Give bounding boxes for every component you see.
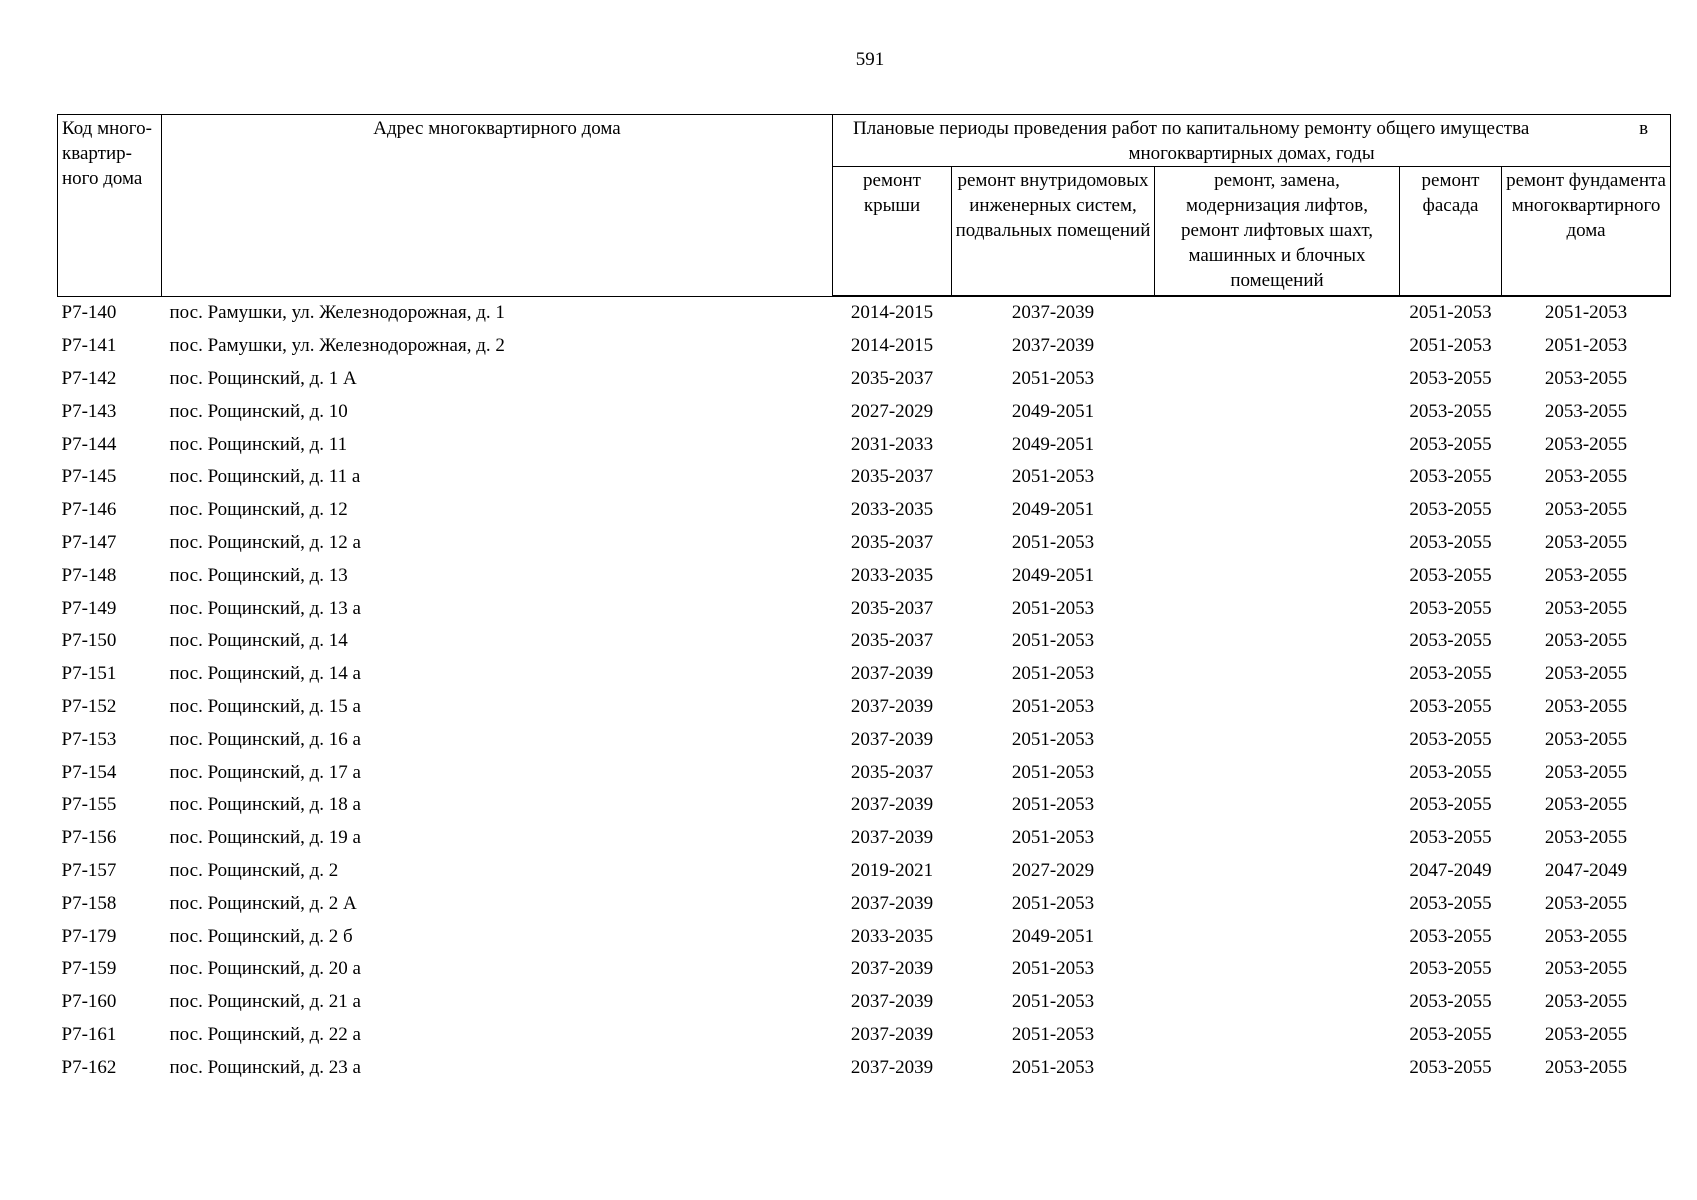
cell-facade: 2053-2055 bbox=[1409, 433, 1492, 455]
cell-roof: 2033-2035 bbox=[850, 925, 934, 947]
cell-address: пос. Рамушки, ул. Железнодорожная, д. 2 bbox=[169, 335, 505, 357]
cell-roof: 2033-2035 bbox=[850, 564, 934, 586]
cell-facade: 2053-2055 bbox=[1409, 1023, 1492, 1045]
cell-roof: 2037-2039 bbox=[850, 794, 934, 816]
cell-address: пос. Рощинский, д. 22 а bbox=[169, 1023, 361, 1045]
cell-code: Р7-150 bbox=[61, 630, 117, 652]
cell-roof: 2037-2039 bbox=[850, 892, 934, 914]
cell-elevators bbox=[1155, 658, 1400, 691]
table-row bbox=[58, 527, 1671, 560]
table-row bbox=[58, 920, 1671, 953]
cell-address: пос. Рощинский, д. 10 bbox=[169, 400, 348, 422]
header-planned-periods-main: Плановые периоды проведения работ по капитальному ремонту общего имущества bbox=[853, 118, 1530, 139]
cell-code: Р7-142 bbox=[61, 367, 117, 389]
cell-code: Р7-158 bbox=[61, 892, 117, 914]
cell-engineering: 2051-2053 bbox=[1011, 1056, 1095, 1078]
cell-engineering: 2051-2053 bbox=[1011, 531, 1095, 553]
cell-code: Р7-151 bbox=[61, 663, 117, 685]
cell-foundation: 2051-2053 bbox=[1544, 302, 1628, 324]
cell-elevators bbox=[1155, 986, 1400, 1019]
header-engineering: ремонт внутридомовых инженерных систем, подвальных помещений bbox=[952, 167, 1155, 297]
cell-engineering: 2049-2051 bbox=[1011, 499, 1095, 521]
cell-facade: 2053-2055 bbox=[1409, 728, 1492, 750]
cell-foundation: 2053-2055 bbox=[1544, 695, 1628, 717]
header-foundation: ремонт фундамента многоквартирного дома bbox=[1502, 167, 1671, 297]
header-planned-periods-tail: многоквартирных домах, годы bbox=[1128, 143, 1375, 164]
cell-roof: 2035-2037 bbox=[850, 761, 934, 783]
cell-roof: 2014-2015 bbox=[850, 302, 934, 324]
cell-facade: 2051-2053 bbox=[1409, 335, 1492, 357]
cell-roof: 2037-2039 bbox=[850, 958, 934, 980]
cell-code: Р7-143 bbox=[61, 400, 117, 422]
cell-engineering: 2051-2053 bbox=[1011, 695, 1095, 717]
cell-foundation: 2053-2055 bbox=[1544, 564, 1628, 586]
cell-roof: 2037-2039 bbox=[850, 695, 934, 717]
cell-facade: 2053-2055 bbox=[1409, 597, 1492, 619]
cell-facade: 2053-2055 bbox=[1409, 663, 1492, 685]
cell-elevators bbox=[1155, 395, 1400, 428]
cell-facade: 2053-2055 bbox=[1409, 564, 1492, 586]
cell-facade: 2053-2055 bbox=[1409, 827, 1492, 849]
table-row bbox=[58, 658, 1671, 691]
table-row bbox=[58, 395, 1671, 428]
table-row bbox=[58, 986, 1671, 1019]
cell-address: пос. Рамушки, ул. Железнодорожная, д. 1 bbox=[169, 302, 505, 324]
cell-engineering: 2051-2053 bbox=[1011, 1023, 1095, 1045]
cell-address: пос. Рощинский, д. 13 bbox=[169, 564, 348, 586]
header-address: Адрес многоквартирного дома bbox=[162, 115, 833, 297]
cell-engineering: 2051-2053 bbox=[1011, 597, 1095, 619]
cell-foundation: 2053-2055 bbox=[1544, 400, 1628, 422]
cell-address: пос. Рощинский, д. 17 а bbox=[169, 761, 361, 783]
cell-facade: 2053-2055 bbox=[1409, 630, 1492, 652]
cell-code: Р7-148 bbox=[61, 564, 117, 586]
cell-foundation: 2053-2055 bbox=[1544, 958, 1628, 980]
table-row bbox=[58, 559, 1671, 592]
cell-engineering: 2051-2053 bbox=[1011, 367, 1095, 389]
cell-engineering: 2051-2053 bbox=[1011, 630, 1095, 652]
cell-facade: 2053-2055 bbox=[1409, 466, 1492, 488]
cell-elevators bbox=[1155, 789, 1400, 822]
cell-code: Р7-149 bbox=[61, 597, 117, 619]
cell-facade: 2053-2055 bbox=[1409, 499, 1492, 521]
cell-code: Р7-140 bbox=[61, 302, 117, 324]
cell-facade: 2053-2055 bbox=[1409, 958, 1492, 980]
cell-foundation: 2053-2055 bbox=[1544, 761, 1628, 783]
table-row bbox=[58, 625, 1671, 658]
cell-code: Р7-156 bbox=[61, 827, 117, 849]
cell-address: пос. Рощинский, д. 20 а bbox=[169, 958, 361, 980]
cell-code: Р7-153 bbox=[61, 728, 117, 750]
header-code: Код много-квартир-ного дома bbox=[58, 115, 162, 297]
table-row bbox=[58, 1019, 1671, 1052]
cell-engineering: 2037-2039 bbox=[1011, 335, 1095, 357]
cell-roof: 2035-2037 bbox=[850, 597, 934, 619]
cell-code: Р7-152 bbox=[61, 695, 117, 717]
cell-elevators bbox=[1155, 296, 1400, 330]
cell-engineering: 2049-2051 bbox=[1011, 564, 1095, 586]
cell-elevators bbox=[1155, 330, 1400, 363]
cell-address: пос. Рощинский, д. 14 bbox=[169, 630, 348, 652]
cell-facade: 2053-2055 bbox=[1409, 1056, 1492, 1078]
cell-engineering: 2049-2051 bbox=[1011, 433, 1095, 455]
cell-roof: 2014-2015 bbox=[850, 335, 934, 357]
cell-code: Р7-155 bbox=[61, 794, 117, 816]
cell-address: пос. Рощинский, д. 21 а bbox=[169, 991, 361, 1013]
cell-elevators bbox=[1155, 691, 1400, 724]
cell-engineering: 2051-2053 bbox=[1011, 663, 1095, 685]
header-elevators: ремонт, замена, модернизация лифтов, ремонт лифтовых шахт, машинных и блочных помещений bbox=[1155, 167, 1400, 297]
cell-engineering: 2051-2053 bbox=[1011, 892, 1095, 914]
cell-address: пос. Рощинский, д. 14 а bbox=[169, 663, 361, 685]
cell-facade: 2053-2055 bbox=[1409, 400, 1492, 422]
cell-foundation: 2047-2049 bbox=[1544, 859, 1628, 881]
cell-address: пос. Рощинский, д. 18 а bbox=[169, 794, 361, 816]
cell-engineering: 2051-2053 bbox=[1011, 466, 1095, 488]
cell-elevators bbox=[1155, 625, 1400, 658]
cell-address: пос. Рощинский, д. 15 а bbox=[169, 695, 361, 717]
cell-roof: 2037-2039 bbox=[850, 728, 934, 750]
cell-address: пос. Рощинский, д. 1 А bbox=[169, 367, 357, 389]
cell-foundation: 2053-2055 bbox=[1544, 499, 1628, 521]
cell-code: Р7-141 bbox=[61, 335, 117, 357]
cell-facade: 2053-2055 bbox=[1409, 761, 1492, 783]
cell-engineering: 2027-2029 bbox=[1011, 859, 1095, 881]
cell-foundation: 2053-2055 bbox=[1544, 892, 1628, 914]
cell-elevators bbox=[1155, 920, 1400, 953]
cell-facade: 2047-2049 bbox=[1409, 859, 1492, 881]
header-planned-periods-in: в bbox=[1639, 118, 1649, 139]
cell-address: пос. Рощинский, д. 16 а bbox=[169, 728, 361, 750]
cell-facade: 2053-2055 bbox=[1409, 925, 1492, 947]
cell-address: пос. Рощинский, д. 11 а bbox=[169, 466, 361, 488]
cell-elevators bbox=[1155, 428, 1400, 461]
cell-code: Р7-160 bbox=[61, 991, 117, 1013]
cell-elevators bbox=[1155, 559, 1400, 592]
cell-foundation: 2053-2055 bbox=[1544, 433, 1628, 455]
cell-code: Р7-157 bbox=[61, 859, 117, 881]
cell-foundation: 2053-2055 bbox=[1544, 663, 1628, 685]
cell-facade: 2053-2055 bbox=[1409, 531, 1492, 553]
table-row bbox=[58, 887, 1671, 920]
table-header bbox=[58, 115, 1671, 297]
cell-elevators bbox=[1155, 855, 1400, 888]
page-number: 591 bbox=[855, 49, 885, 70]
cell-foundation: 2053-2055 bbox=[1544, 1056, 1628, 1078]
table-row bbox=[58, 855, 1671, 888]
cell-address: пос. Рощинский, д. 19 а bbox=[169, 827, 361, 849]
header-planned-periods bbox=[833, 115, 1671, 167]
table-row bbox=[58, 789, 1671, 822]
table-row bbox=[58, 330, 1671, 363]
cell-roof: 2031-2033 bbox=[850, 433, 934, 455]
cell-code: Р7-159 bbox=[61, 958, 117, 980]
cell-foundation: 2053-2055 bbox=[1544, 1023, 1628, 1045]
cell-address: пос. Рощинский, д. 12 а bbox=[169, 531, 361, 553]
cell-foundation: 2053-2055 bbox=[1544, 531, 1628, 553]
cell-roof: 2035-2037 bbox=[850, 630, 934, 652]
cell-engineering: 2051-2053 bbox=[1011, 794, 1095, 816]
cell-elevators bbox=[1155, 953, 1400, 986]
cell-elevators bbox=[1155, 756, 1400, 789]
cell-engineering: 2051-2053 bbox=[1011, 958, 1095, 980]
cell-roof: 2035-2037 bbox=[850, 367, 934, 389]
cell-roof: 2037-2039 bbox=[850, 991, 934, 1013]
cell-engineering: 2037-2039 bbox=[1011, 302, 1095, 324]
cell-code: Р7-144 bbox=[61, 433, 117, 455]
cell-elevators bbox=[1155, 1019, 1400, 1052]
cell-foundation: 2053-2055 bbox=[1544, 597, 1628, 619]
table-row bbox=[58, 1051, 1671, 1084]
cell-engineering: 2051-2053 bbox=[1011, 728, 1095, 750]
cell-engineering: 2051-2053 bbox=[1011, 991, 1095, 1013]
cell-address: пос. Рощинский, д. 11 bbox=[169, 433, 348, 455]
cell-roof: 2035-2037 bbox=[850, 466, 934, 488]
cell-code: Р7-146 bbox=[61, 499, 117, 521]
cell-foundation: 2053-2055 bbox=[1544, 827, 1628, 849]
table-body bbox=[58, 296, 1671, 1084]
cell-roof: 2019-2021 bbox=[850, 859, 934, 881]
table-row bbox=[58, 691, 1671, 724]
cell-foundation: 2053-2055 bbox=[1544, 728, 1628, 750]
cell-facade: 2053-2055 bbox=[1409, 794, 1492, 816]
cell-facade: 2053-2055 bbox=[1409, 367, 1492, 389]
cell-address: пос. Рощинский, д. 2 б bbox=[169, 925, 353, 947]
cell-facade: 2053-2055 bbox=[1409, 892, 1492, 914]
cell-engineering: 2049-2051 bbox=[1011, 400, 1095, 422]
table-row bbox=[58, 756, 1671, 789]
cell-foundation: 2053-2055 bbox=[1544, 794, 1628, 816]
cell-roof: 2037-2039 bbox=[850, 663, 934, 685]
cell-elevators bbox=[1155, 494, 1400, 527]
cell-code: Р7-147 bbox=[61, 531, 117, 553]
header-facade: ремонт фасада bbox=[1400, 167, 1502, 297]
cell-foundation: 2053-2055 bbox=[1544, 367, 1628, 389]
table-row bbox=[58, 461, 1671, 494]
cell-elevators bbox=[1155, 1051, 1400, 1084]
header-roof: ремонт крыши bbox=[833, 167, 952, 297]
cell-code: Р7-162 bbox=[61, 1056, 117, 1078]
cell-address: пос. Рощинский, д. 12 bbox=[169, 499, 348, 521]
cell-elevators bbox=[1155, 527, 1400, 560]
cell-foundation: 2053-2055 bbox=[1544, 630, 1628, 652]
cell-address: пос. Рощинский, д. 23 а bbox=[169, 1056, 361, 1078]
cell-elevators bbox=[1155, 822, 1400, 855]
cell-elevators bbox=[1155, 461, 1400, 494]
cell-elevators bbox=[1155, 592, 1400, 625]
cell-facade: 2053-2055 bbox=[1409, 991, 1492, 1013]
cell-code: Р7-145 bbox=[61, 466, 117, 488]
cell-roof: 2037-2039 bbox=[850, 1056, 934, 1078]
cell-address: пос. Рощинский, д. 2 bbox=[169, 859, 339, 881]
cell-code: Р7-179 bbox=[61, 925, 117, 947]
cell-elevators bbox=[1155, 887, 1400, 920]
table-row bbox=[58, 428, 1671, 461]
table-row bbox=[58, 363, 1671, 396]
cell-engineering: 2049-2051 bbox=[1011, 925, 1095, 947]
cell-facade: 2051-2053 bbox=[1409, 302, 1492, 324]
cell-foundation: 2053-2055 bbox=[1544, 991, 1628, 1013]
cell-foundation: 2051-2053 bbox=[1544, 335, 1628, 357]
cell-code: Р7-154 bbox=[61, 761, 117, 783]
table-row bbox=[58, 592, 1671, 625]
cell-roof: 2035-2037 bbox=[850, 531, 934, 553]
table-row bbox=[58, 822, 1671, 855]
cell-engineering: 2051-2053 bbox=[1011, 827, 1095, 849]
cell-roof: 2037-2039 bbox=[850, 1023, 934, 1045]
cell-address: пос. Рощинский, д. 13 а bbox=[169, 597, 361, 619]
cell-roof: 2033-2035 bbox=[850, 499, 934, 521]
table-row bbox=[58, 723, 1671, 756]
cell-foundation: 2053-2055 bbox=[1544, 466, 1628, 488]
table-row bbox=[58, 953, 1671, 986]
cell-roof: 2027-2029 bbox=[850, 400, 934, 422]
cell-address: пос. Рощинский, д. 2 А bbox=[169, 892, 357, 914]
cell-elevators bbox=[1155, 363, 1400, 396]
cell-roof: 2037-2039 bbox=[850, 827, 934, 849]
cell-foundation: 2053-2055 bbox=[1544, 925, 1628, 947]
cell-elevators bbox=[1155, 723, 1400, 756]
cell-facade: 2053-2055 bbox=[1409, 695, 1492, 717]
capital-repair-schedule-table bbox=[57, 114, 1671, 1084]
table-row bbox=[58, 494, 1671, 527]
table-row bbox=[58, 296, 1671, 330]
cell-engineering: 2051-2053 bbox=[1011, 761, 1095, 783]
cell-code: Р7-161 bbox=[61, 1023, 117, 1045]
